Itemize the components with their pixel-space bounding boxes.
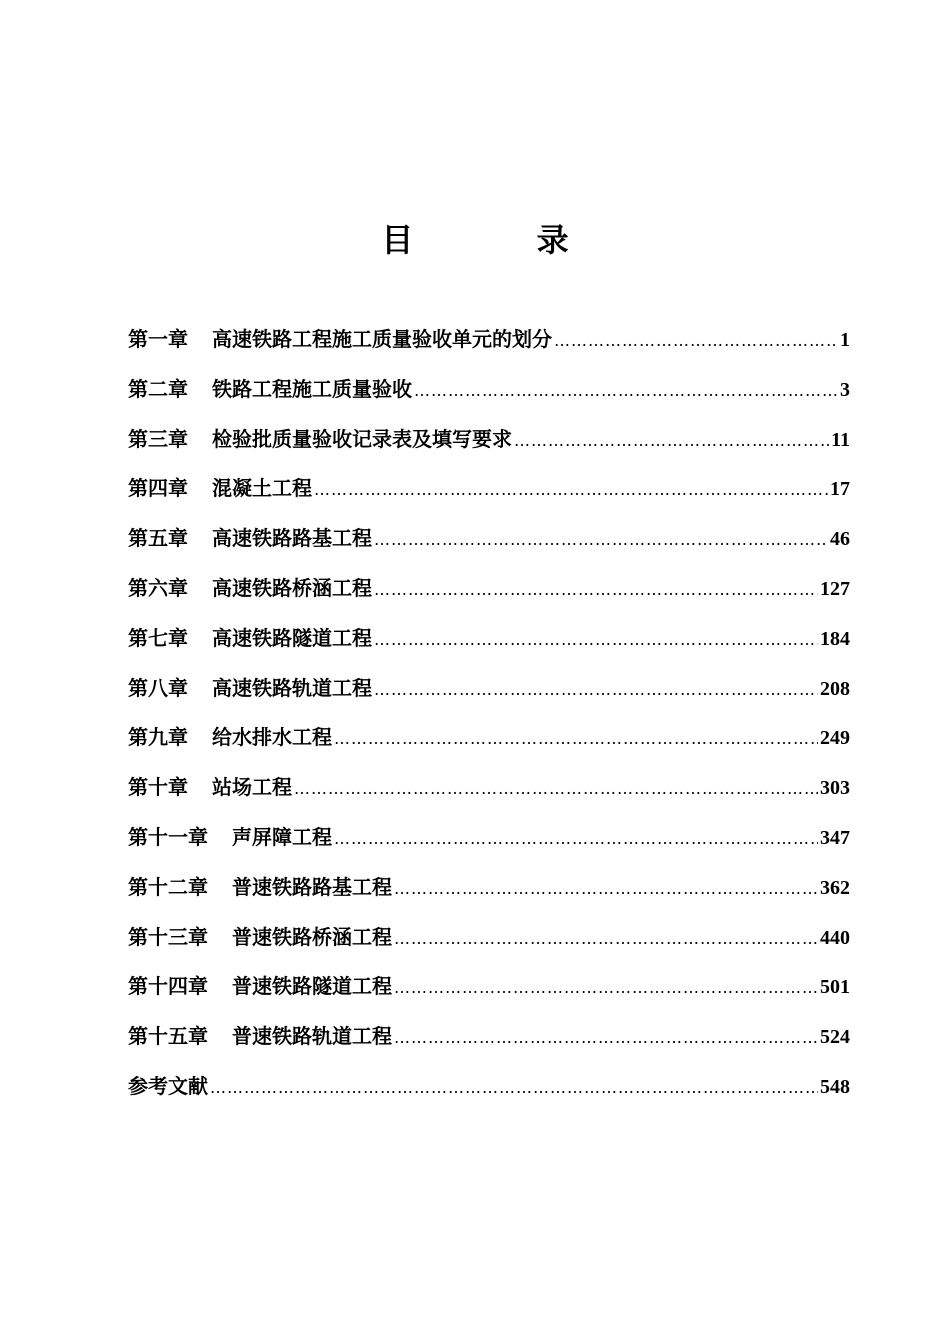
toc-chapter-label: 第二章: [128, 376, 188, 401]
toc-chapter-name: 高速铁路桥涵工程: [212, 575, 372, 600]
toc-page-number: 17: [830, 478, 850, 501]
toc-chapter-name: 给水排水工程: [212, 725, 332, 750]
toc-entry-11[interactable]: [128, 820, 850, 870]
toc-entry-8[interactable]: [128, 671, 850, 721]
toc-dot-leader: [374, 673, 818, 707]
toc-page-number: 440: [820, 926, 850, 949]
toc-page-number: 11: [831, 428, 850, 451]
toc-chapter-name: 高速铁路工程施工质量验收单元的划分: [212, 327, 552, 351]
toc-entry-3[interactable]: [128, 422, 850, 472]
toc-chapter-label: 第七章: [128, 625, 188, 650]
toc-entry-2[interactable]: [128, 372, 850, 422]
toc-dot-leader: [394, 971, 818, 1005]
toc-page-number: 1: [840, 329, 850, 351]
toc-entry-5[interactable]: [128, 521, 850, 571]
toc-chapter-label: 第四章: [128, 476, 188, 501]
toc-chapter-label: 第三章: [128, 426, 188, 451]
toc-chapter-label: 第十三章: [128, 924, 208, 949]
toc-entry-10[interactable]: [128, 770, 850, 820]
toc-chapter-label: 第十二章: [128, 874, 208, 899]
toc-list: [128, 322, 850, 1119]
toc-entry-6[interactable]: [128, 571, 850, 621]
toc-entry-9[interactable]: [128, 720, 850, 770]
toc-chapter-label: 第十章: [128, 775, 188, 800]
toc-chapter-name: 声屏障工程: [232, 824, 332, 849]
toc-entry-references[interactable]: [128, 1069, 850, 1119]
toc-dot-leader: [394, 872, 818, 906]
toc-chapter-label: 第五章: [128, 526, 188, 551]
toc-entry-14[interactable]: [128, 969, 850, 1019]
toc-entry-1[interactable]: [128, 322, 850, 372]
toc-dot-leader: [334, 722, 818, 756]
toc-entry-7[interactable]: [128, 621, 850, 671]
toc-dot-leader: [314, 473, 828, 507]
toc-chapter-name: 参考文献: [128, 1073, 208, 1098]
toc-page-number: 249: [820, 727, 850, 750]
toc-dot-leader: [374, 523, 828, 557]
toc-chapter-name: 普速铁路轨道工程: [232, 1024, 392, 1049]
toc-dot-leader: [514, 424, 829, 458]
toc-chapter-label: 第十一章: [128, 824, 208, 849]
toc-page-number: 501: [820, 976, 850, 999]
toc-dot-leader: [294, 772, 818, 806]
toc-chapter-name: 高速铁路轨道工程: [212, 675, 372, 700]
toc-chapter-name: 普速铁路桥涵工程: [232, 924, 392, 949]
toc-chapter-label: 第八章: [128, 675, 188, 700]
toc-page-number: 362: [820, 876, 850, 899]
toc-page-number: 208: [820, 677, 850, 700]
toc-page-number: 184: [820, 627, 850, 650]
toc-dot-leader: [210, 1071, 818, 1105]
toc-chapter-label: 第十四章: [128, 974, 208, 999]
toc-chapter-name: 高速铁路隧道工程: [212, 625, 372, 650]
toc-chapter-label: 第九章: [128, 725, 188, 750]
toc-dot-leader: [374, 623, 818, 657]
toc-chapter-name: 高速铁路路基工程: [212, 526, 372, 551]
toc-page-number: 524: [820, 1026, 850, 1049]
toc-dot-leader: [414, 374, 838, 408]
toc-chapter-label: 第一章: [128, 327, 188, 351]
toc-dot-leader: [394, 922, 818, 956]
toc-chapter-name: 普速铁路路基工程: [232, 874, 392, 899]
toc-page-number: 303: [820, 777, 850, 800]
toc-page-number: 3: [840, 378, 850, 401]
toc-entry-12[interactable]: [128, 870, 850, 920]
toc-page-number: 347: [820, 826, 850, 849]
toc-dot-leader: [374, 573, 818, 607]
toc-chapter-label: 第十五章: [128, 1024, 208, 1049]
toc-chapter-name: 普速铁路隧道工程: [232, 974, 392, 999]
toc-entry-13[interactable]: [128, 920, 850, 970]
toc-chapter-name: 站场工程: [212, 775, 292, 800]
toc-entry-15[interactable]: [128, 1019, 850, 1069]
toc-dot-leader: [554, 324, 838, 358]
toc-entry-4[interactable]: [128, 471, 850, 521]
toc-page-number: 46: [830, 528, 850, 551]
toc-chapter-label: 第六章: [128, 575, 188, 600]
toc-page-number: 127: [820, 577, 850, 600]
toc-chapter-name: 检验批质量验收记录表及填写要求: [212, 426, 512, 451]
toc-title: 目 录: [381, 221, 625, 259]
toc-chapter-name: 铁路工程施工质量验收: [212, 376, 412, 401]
toc-dot-leader: [394, 1021, 818, 1055]
toc-page-number: 548: [820, 1075, 850, 1098]
toc-dot-leader: [334, 822, 818, 856]
toc-chapter-name: 混凝土工程: [212, 476, 312, 501]
